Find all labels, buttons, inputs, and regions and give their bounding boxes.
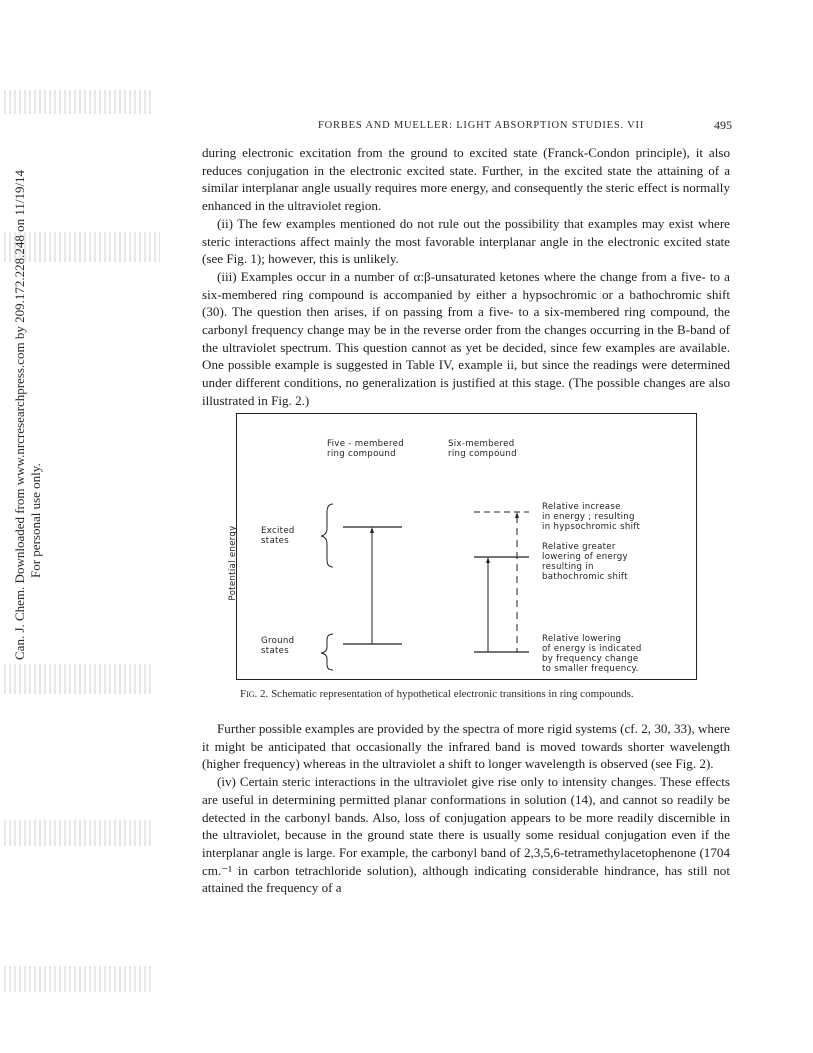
excited-states-label: Excited states xyxy=(261,526,295,546)
excited-brace xyxy=(321,504,333,567)
body-text-bottom xyxy=(202,720,730,897)
body-text-top xyxy=(202,144,730,410)
note-hypsochromic: Relative increase in energy ; resulting in hypsochromic shift xyxy=(542,502,641,532)
paragraph: (ii) The few examples mentioned do not rule out the possibility that examples may exist where steric interactions affect mainly the most favorable interplanar angle in the electronic excited state (see Fig. 1); however, this is unlikely. xyxy=(202,215,730,267)
five-ring-arrowhead xyxy=(370,527,374,533)
note-bathochromic: Relative greater lowering of energy resulting in bathochromic shift xyxy=(542,542,628,582)
page-number: 495 xyxy=(714,118,732,132)
watermark-line-source: Can. J. Chem. Downloaded from www.nrcresearchpress.com by 209.172.228.248 on 11/19/14 xyxy=(12,169,27,660)
paragraph: (iii) Examples occur in a number of α:β-unsaturated ketones where the change from a five- to a six-membered ring compound is accompanied by either a hypsochromic or a bathochromic shift (30). The question then arises, if on passing from a five- to a six-membered ring compound, the carbonyl frequency change may be in the reverse order from the changes occurring in the B-band of the ultraviolet spectrum. This question cannot as yet be decided, since few examples are available. One possible example is suggested in Table IV, example ii, but since the readings were determined under different conditions, no generalization is justified at this stage. (The possible changes are also illustrated in Fig. 2.) xyxy=(202,268,730,408)
running-head: FORBES AND MUELLER: LIGHT ABSORPTION STUDIES. VII xyxy=(318,120,645,131)
scan-artifact xyxy=(4,90,154,114)
paragraph: during electronic excitation from the ground to excited state (Franck-Condon principle), it also reduces conjugation in the electronic excited state. Further, in the excited state the attaining of a similar interplanar angle usually requires more energy, and consequently the steric effect is normally enhanced in the ultraviolet region. xyxy=(202,145,730,214)
scan-artifact xyxy=(4,820,154,846)
figure-caption xyxy=(240,688,634,700)
ground-states-label: Ground states xyxy=(261,636,295,656)
figure-2 xyxy=(236,413,697,680)
six-ring-dashed-arrowhead xyxy=(515,512,519,518)
caption-prefix: Fig. 2. xyxy=(240,688,269,700)
note-ground-lowering: Relative lowering of energy is indicated by frequency change to smaller frequency. xyxy=(542,634,642,674)
caption-text: Schematic representation of hypothetical electronic transitions in ring compounds. xyxy=(271,688,634,700)
scan-artifact xyxy=(4,966,154,992)
download-watermark xyxy=(6,140,42,700)
ground-brace xyxy=(321,634,333,670)
paragraph: (iv) Certain steric interactions in the ultraviolet give rise only to intensity changes. These effects are useful in determining permitted planar conformations in solution (14), and cannot so readily be detected in the carbonyl bands. Also, loss of conjugation appears to be more readily discernible in the ultraviolet, because in the ground state there is usually some residual conjugation even if the interplanar angle is large. For example, the carbonyl band of 2,3,5,6-tetramethylacetophenone (1704 cm.⁻¹ in carbon tetrachloride solution), although indicating considerable hindrance, has still not attained the frequency of a xyxy=(202,774,730,896)
six-ring-arrowhead xyxy=(486,557,490,563)
five-ring-label: Five - membered ring compound xyxy=(327,439,405,459)
paragraph: Further possible examples are provided by the spectra of more rigid systems (cf. 2, 30, 33), where it might be anticipated that occasionally the infrared band is moved towards shorter wavelength (higher frequency) whereas in the ultraviolet a shift to longer wavelength is observed (see Fig. 2). xyxy=(202,721,730,772)
axis-label: Potential energy xyxy=(228,525,238,601)
six-ring-label: Six-membered ring compound xyxy=(448,439,517,459)
watermark-line-usage: For personal use only. xyxy=(28,463,43,578)
